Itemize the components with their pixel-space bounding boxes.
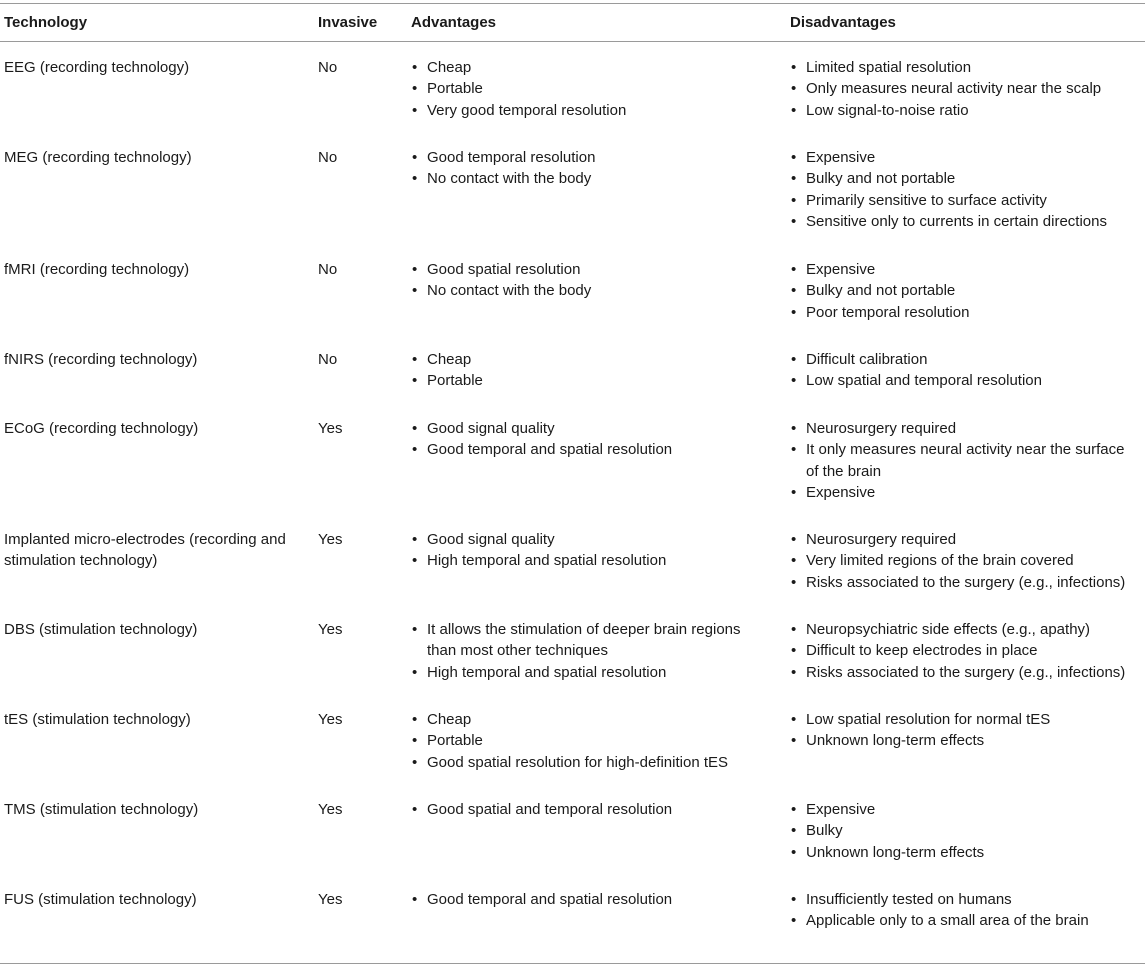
list-item: • Low signal-to-noise ratio [790, 100, 1140, 121]
header-advantages: Advantages [411, 14, 497, 31]
list-item: • Good temporal and spatial resolution [411, 889, 771, 910]
disadvantages-list [790, 889, 1140, 932]
header-disadvantages: Disadvantages [790, 14, 896, 31]
cell-disadvantages [790, 259, 1140, 323]
cell-invasive: Yes [318, 420, 343, 437]
cell-technology: DBS (stimulation technology) [4, 621, 198, 638]
list-item: • No contact with the body [411, 280, 771, 301]
list-item: • Good temporal and spatial resolution [411, 439, 771, 460]
cell-disadvantages [790, 709, 1140, 752]
list-item: • Sensitive only to currents in certain directions [790, 211, 1140, 232]
cell-advantages [411, 709, 771, 773]
list-item: • Good spatial and temporal resolution [411, 799, 771, 820]
disadvantages-list [790, 418, 1140, 503]
cell-invasive: No [318, 59, 338, 76]
list-item: • Low spatial resolution for normal tES [790, 709, 1140, 730]
disadvantages-list [790, 529, 1140, 593]
table-row [0, 529, 1145, 619]
list-item: • Expensive [790, 482, 1140, 503]
cell-technology: MEG (recording technology) [4, 149, 192, 166]
cell-disadvantages [790, 147, 1140, 232]
table-row [0, 619, 1145, 709]
table-row [0, 349, 1145, 418]
list-item: • Expensive [790, 147, 1140, 168]
cell-advantages [411, 57, 771, 121]
cell-advantages [411, 259, 771, 302]
list-item: • Very good temporal resolution [411, 100, 771, 121]
cell-disadvantages [790, 349, 1140, 392]
list-item: • Neuropsychiatric side effects (e.g., apathy) [790, 619, 1140, 640]
list-item: • Poor temporal resolution [790, 302, 1140, 323]
header-technology: Technology [4, 14, 88, 31]
cell-advantages [411, 889, 771, 910]
cell-technology: EEG (recording technology) [4, 59, 190, 76]
list-item: • Good temporal resolution [411, 147, 771, 168]
advantages-list [411, 349, 771, 392]
disadvantages-list [790, 709, 1140, 752]
advantages-list [411, 799, 771, 820]
disadvantages-list [790, 259, 1140, 323]
list-item: • High temporal and spatial resolution [411, 662, 771, 683]
cell-invasive: No [318, 351, 338, 368]
cell-technology: Implanted micro-electrodes (recording and stimulation technology) [4, 531, 286, 570]
list-item: • Insufficiently tested on humans [790, 889, 1140, 910]
list-item: • Expensive [790, 799, 1140, 820]
cell-disadvantages [790, 418, 1140, 503]
list-item: • Unknown long-term effects [790, 730, 1140, 751]
disadvantages-list [790, 147, 1140, 232]
list-item: • It allows the stimulation of deeper brain regions than most other techniques [411, 619, 771, 662]
list-item: • Neurosurgery required [790, 418, 1140, 439]
cell-disadvantages [790, 529, 1140, 593]
disadvantages-list [790, 57, 1140, 121]
table-bottom-rule [0, 963, 1145, 964]
cell-disadvantages [790, 889, 1140, 932]
table-row [0, 147, 1145, 259]
list-item: • High temporal and spatial resolution [411, 550, 771, 571]
cell-technology: fNIRS (recording technology) [4, 351, 198, 368]
disadvantages-list [790, 349, 1140, 392]
disadvantages-list [790, 619, 1140, 683]
list-item: • Portable [411, 370, 771, 391]
list-item: • Portable [411, 730, 771, 751]
cell-disadvantages [790, 619, 1140, 683]
list-item: • Difficult calibration [790, 349, 1140, 370]
advantages-list [411, 529, 771, 572]
list-item: • Primarily sensitive to surface activity [790, 190, 1140, 211]
cell-technology: FUS (stimulation technology) [4, 891, 197, 908]
list-item: • Risks associated to the surgery (e.g., infections) [790, 572, 1140, 593]
list-item: • Bulky and not portable [790, 280, 1140, 301]
cell-technology: ECoG (recording technology) [4, 420, 199, 437]
cell-advantages [411, 147, 771, 190]
list-item: • Bulky [790, 820, 1140, 841]
cell-invasive: Yes [318, 891, 343, 908]
cell-advantages [411, 418, 771, 461]
list-item: • Low spatial and temporal resolution [790, 370, 1140, 391]
cell-technology: tES (stimulation technology) [4, 711, 191, 728]
advantages-list [411, 147, 771, 190]
table-row [0, 889, 1145, 979]
cell-advantages [411, 799, 771, 820]
list-item: • Only measures neural activity near the scalp [790, 78, 1140, 99]
advantages-list [411, 259, 771, 302]
cell-invasive: No [318, 149, 338, 166]
cell-disadvantages [790, 57, 1140, 121]
table-header-row [0, 3, 1145, 41]
list-item: • It only measures neural activity near the surface of the brain [790, 439, 1140, 482]
list-item: • No contact with the body [411, 168, 771, 189]
list-item: • Good spatial resolution for high-definition tES [411, 752, 771, 773]
list-item: • Good spatial resolution [411, 259, 771, 280]
header-invasive: Invasive [318, 14, 378, 31]
list-item: • Cheap [411, 349, 771, 370]
cell-invasive: Yes [318, 621, 343, 638]
table-header-rule [0, 41, 1145, 42]
list-item: • Difficult to keep electrodes in place [790, 640, 1140, 661]
cell-advantages [411, 619, 771, 683]
list-item: • Expensive [790, 259, 1140, 280]
cell-invasive: Yes [318, 711, 343, 728]
list-item: • Risks associated to the surgery (e.g., infections) [790, 662, 1140, 683]
cell-technology: fMRI (recording technology) [4, 261, 190, 278]
advantages-list [411, 619, 771, 683]
disadvantages-list [790, 799, 1140, 863]
advantages-list [411, 889, 771, 910]
list-item: • Limited spatial resolution [790, 57, 1140, 78]
advantages-list [411, 418, 771, 461]
cell-disadvantages [790, 799, 1140, 863]
list-item: • Cheap [411, 709, 771, 730]
list-item: • Good signal quality [411, 529, 771, 550]
cell-invasive: Yes [318, 531, 343, 548]
cell-advantages [411, 529, 771, 572]
advantages-list [411, 709, 771, 773]
list-item: • Unknown long-term effects [790, 842, 1140, 863]
list-item: • Neurosurgery required [790, 529, 1140, 550]
table-row [0, 259, 1145, 349]
table-body [0, 57, 1145, 979]
list-item: • Portable [411, 78, 771, 99]
table-row [0, 709, 1145, 799]
cell-invasive: Yes [318, 801, 343, 818]
table-row [0, 418, 1145, 529]
cell-technology: TMS (stimulation technology) [4, 801, 199, 818]
table-row [0, 799, 1145, 889]
list-item: • Very limited regions of the brain covered [790, 550, 1140, 571]
cell-advantages [411, 349, 771, 392]
cell-invasive: No [318, 261, 338, 278]
list-item: • Cheap [411, 57, 771, 78]
list-item: • Bulky and not portable [790, 168, 1140, 189]
list-item: • Applicable only to a small area of the brain [790, 910, 1140, 931]
table-row [0, 57, 1145, 147]
list-item: • Good signal quality [411, 418, 771, 439]
advantages-list [411, 57, 771, 121]
